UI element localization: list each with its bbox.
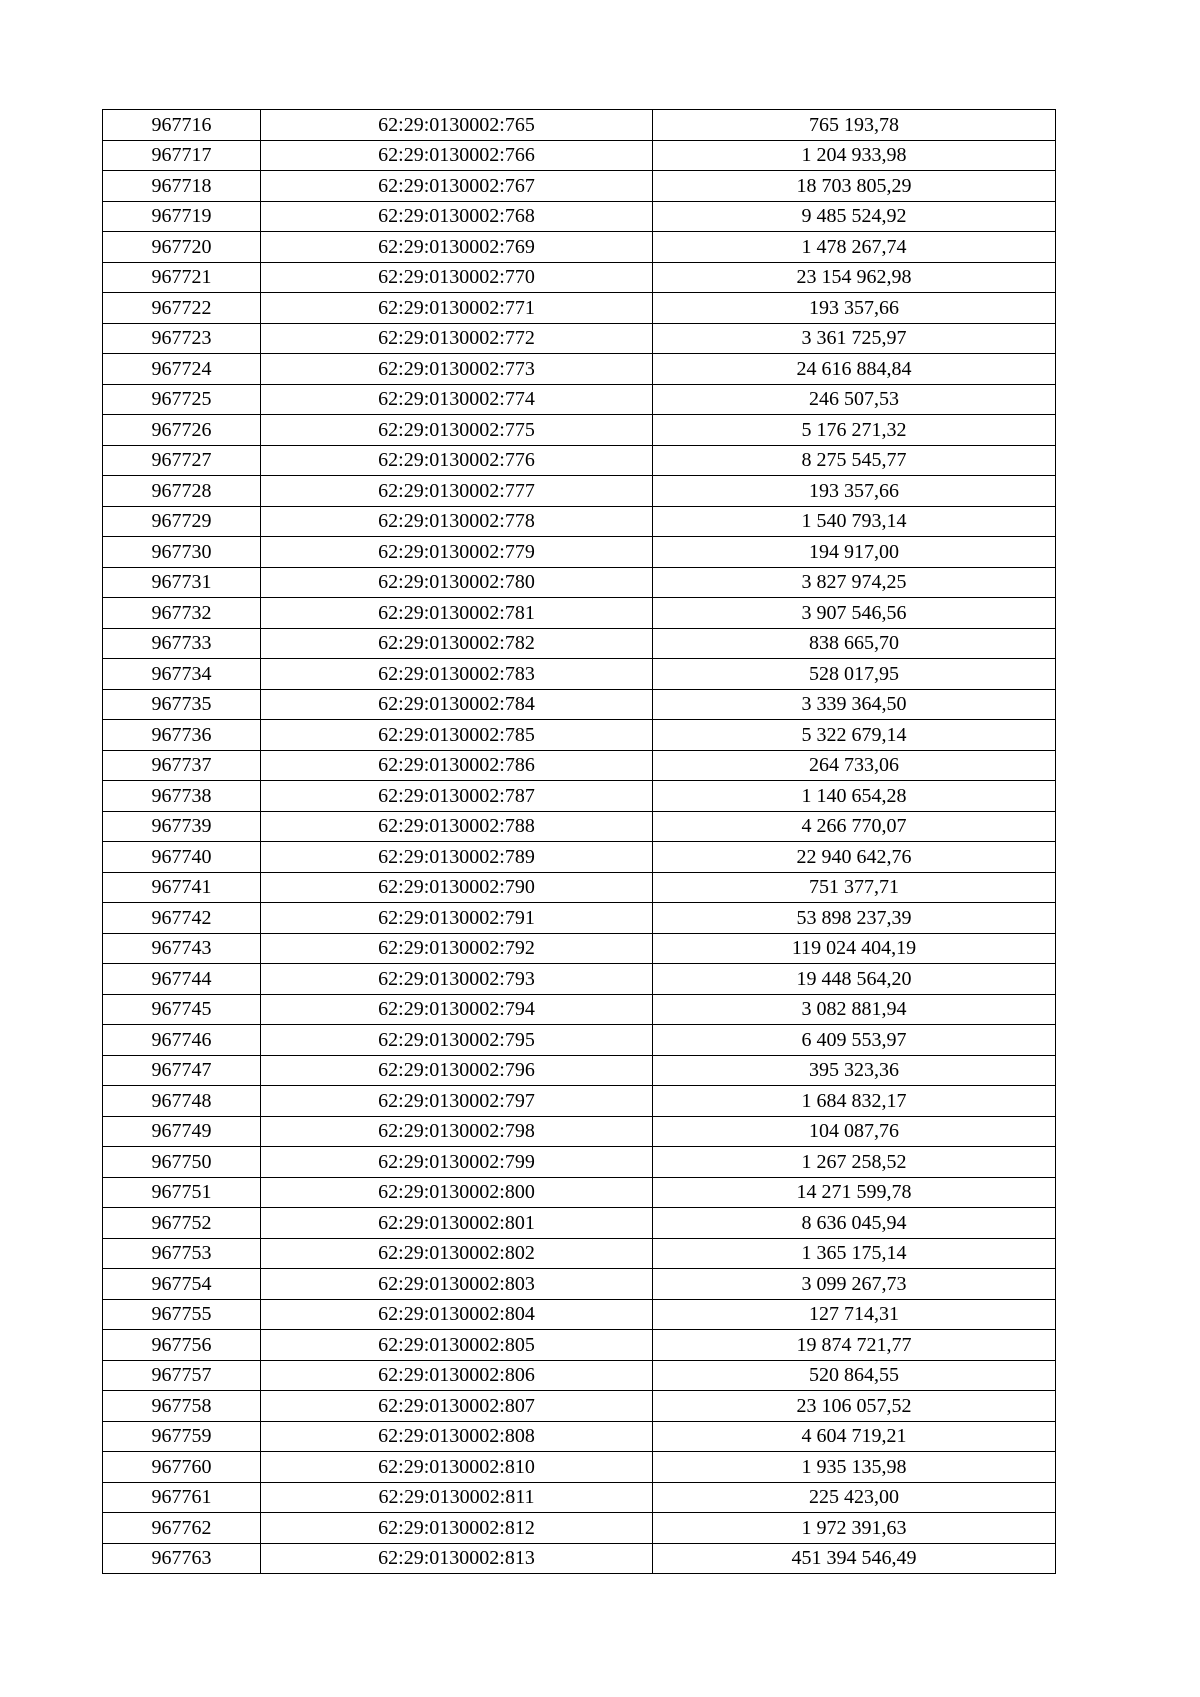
table-row [103,476,1056,507]
cadastral-number-cell: 62:29:0130002:775 [261,415,653,446]
table-row [103,537,1056,568]
table-row [103,323,1056,354]
table-row [103,1269,1056,1300]
value-cell: 225 423,00 [653,1482,1056,1513]
table-row [103,628,1056,659]
cadastral-number-cell: 62:29:0130002:790 [261,872,653,903]
value-cell: 3 907 546,56 [653,598,1056,629]
cadastral-number-cell: 62:29:0130002:812 [261,1513,653,1544]
value-cell: 1 478 267,74 [653,232,1056,263]
row-id-cell: 967719 [103,201,261,232]
row-id-cell: 967740 [103,842,261,873]
table-row [103,1543,1056,1574]
cadastral-number-cell: 62:29:0130002:787 [261,781,653,812]
cadastral-number-cell: 62:29:0130002:803 [261,1269,653,1300]
row-id-cell: 967737 [103,750,261,781]
cadastral-number-cell: 62:29:0130002:778 [261,506,653,537]
value-cell: 19 448 564,20 [653,964,1056,995]
value-cell: 246 507,53 [653,384,1056,415]
cadastral-number-cell: 62:29:0130002:777 [261,476,653,507]
row-id-cell: 967761 [103,1482,261,1513]
value-cell: 1 140 654,28 [653,781,1056,812]
cadastral-number-cell: 62:29:0130002:813 [261,1543,653,1574]
cadastral-number-cell: 62:29:0130002:779 [261,537,653,568]
value-cell: 1 204 933,98 [653,140,1056,171]
value-cell: 4 266 770,07 [653,811,1056,842]
value-cell: 751 377,71 [653,872,1056,903]
table-row [103,1238,1056,1269]
table-row [103,1360,1056,1391]
value-cell: 23 154 962,98 [653,262,1056,293]
row-id-cell: 967748 [103,1086,261,1117]
row-id-cell: 967763 [103,1543,261,1574]
cadastral-number-cell: 62:29:0130002:804 [261,1299,653,1330]
table-row [103,1421,1056,1452]
cadastral-number-cell: 62:29:0130002:773 [261,354,653,385]
cadastral-number-cell: 62:29:0130002:770 [261,262,653,293]
cadastral-number-cell: 62:29:0130002:768 [261,201,653,232]
value-cell: 5 176 271,32 [653,415,1056,446]
value-cell: 53 898 237,39 [653,903,1056,934]
row-id-cell: 967762 [103,1513,261,1544]
row-id-cell: 967729 [103,506,261,537]
value-cell: 119 024 404,19 [653,933,1056,964]
value-cell: 3 099 267,73 [653,1269,1056,1300]
row-id-cell: 967728 [103,476,261,507]
cadastral-number-cell: 62:29:0130002:797 [261,1086,653,1117]
value-cell: 14 271 599,78 [653,1177,1056,1208]
table-row [103,781,1056,812]
table-row [103,1086,1056,1117]
row-id-cell: 967747 [103,1055,261,1086]
row-id-cell: 967735 [103,689,261,720]
table-row [103,171,1056,202]
cadastral-number-cell: 62:29:0130002:781 [261,598,653,629]
table-row [103,720,1056,751]
value-cell: 395 323,36 [653,1055,1056,1086]
row-id-cell: 967744 [103,964,261,995]
value-cell: 520 864,55 [653,1360,1056,1391]
table-row [103,1391,1056,1422]
value-cell: 5 322 679,14 [653,720,1056,751]
value-cell: 104 087,76 [653,1116,1056,1147]
table-row [103,689,1056,720]
row-id-cell: 967746 [103,1025,261,1056]
table-row [103,659,1056,690]
cadastral-number-cell: 62:29:0130002:798 [261,1116,653,1147]
row-id-cell: 967754 [103,1269,261,1300]
table-row [103,567,1056,598]
value-cell: 1 267 258,52 [653,1147,1056,1178]
row-id-cell: 967739 [103,811,261,842]
row-id-cell: 967751 [103,1177,261,1208]
row-id-cell: 967727 [103,445,261,476]
cadastral-number-cell: 62:29:0130002:789 [261,842,653,873]
row-id-cell: 967753 [103,1238,261,1269]
value-cell: 8 275 545,77 [653,445,1056,476]
value-cell: 528 017,95 [653,659,1056,690]
value-cell: 1 540 793,14 [653,506,1056,537]
value-cell: 3 082 881,94 [653,994,1056,1025]
value-cell: 3 339 364,50 [653,689,1056,720]
row-id-cell: 967730 [103,537,261,568]
value-cell: 1 972 391,63 [653,1513,1056,1544]
cadastral-number-cell: 62:29:0130002:806 [261,1360,653,1391]
value-cell: 8 636 045,94 [653,1208,1056,1239]
table-row [103,140,1056,171]
cadastral-number-cell: 62:29:0130002:791 [261,903,653,934]
cadastral-value-table [102,109,1056,1574]
cadastral-number-cell: 62:29:0130002:765 [261,110,653,141]
cadastral-number-cell: 62:29:0130002:767 [261,171,653,202]
cadastral-number-cell: 62:29:0130002:793 [261,964,653,995]
row-id-cell: 967723 [103,323,261,354]
row-id-cell: 967741 [103,872,261,903]
cadastral-number-cell: 62:29:0130002:766 [261,140,653,171]
table-row [103,842,1056,873]
row-id-cell: 967742 [103,903,261,934]
row-id-cell: 967755 [103,1299,261,1330]
cadastral-number-cell: 62:29:0130002:792 [261,933,653,964]
value-cell: 9 485 524,92 [653,201,1056,232]
table-row [103,1147,1056,1178]
cadastral-number-cell: 62:29:0130002:811 [261,1482,653,1513]
value-cell: 1 365 175,14 [653,1238,1056,1269]
value-cell: 838 665,70 [653,628,1056,659]
cadastral-number-cell: 62:29:0130002:794 [261,994,653,1025]
cadastral-number-cell: 62:29:0130002:796 [261,1055,653,1086]
row-id-cell: 967749 [103,1116,261,1147]
value-cell: 4 604 719,21 [653,1421,1056,1452]
table-row [103,445,1056,476]
table-row [103,1177,1056,1208]
value-cell: 1 935 135,98 [653,1452,1056,1483]
value-cell: 3 361 725,97 [653,323,1056,354]
cadastral-number-cell: 62:29:0130002:801 [261,1208,653,1239]
cadastral-number-cell: 62:29:0130002:769 [261,232,653,263]
table-row [103,1330,1056,1361]
row-id-cell: 967725 [103,384,261,415]
cadastral-number-cell: 62:29:0130002:805 [261,1330,653,1361]
cadastral-number-cell: 62:29:0130002:810 [261,1452,653,1483]
table-row [103,293,1056,324]
table-row [103,903,1056,934]
cadastral-number-cell: 62:29:0130002:802 [261,1238,653,1269]
value-cell: 765 193,78 [653,110,1056,141]
cadastral-number-cell: 62:29:0130002:808 [261,1421,653,1452]
table-body [103,110,1056,1574]
row-id-cell: 967759 [103,1421,261,1452]
table-row [103,964,1056,995]
value-cell: 22 940 642,76 [653,842,1056,873]
cadastral-number-cell: 62:29:0130002:783 [261,659,653,690]
value-cell: 193 357,66 [653,476,1056,507]
value-cell: 1 684 832,17 [653,1086,1056,1117]
cadastral-number-cell: 62:29:0130002:771 [261,293,653,324]
cadastral-number-cell: 62:29:0130002:782 [261,628,653,659]
cadastral-number-cell: 62:29:0130002:772 [261,323,653,354]
table-row [103,506,1056,537]
value-cell: 3 827 974,25 [653,567,1056,598]
value-cell: 24 616 884,84 [653,354,1056,385]
row-id-cell: 967724 [103,354,261,385]
row-id-cell: 967720 [103,232,261,263]
table-row [103,872,1056,903]
row-id-cell: 967731 [103,567,261,598]
table-row [103,933,1056,964]
value-cell: 18 703 805,29 [653,171,1056,202]
value-cell: 264 733,06 [653,750,1056,781]
row-id-cell: 967743 [103,933,261,964]
row-id-cell: 967745 [103,994,261,1025]
table-row [103,110,1056,141]
cadastral-number-cell: 62:29:0130002:776 [261,445,653,476]
cadastral-number-cell: 62:29:0130002:807 [261,1391,653,1422]
row-id-cell: 967722 [103,293,261,324]
value-cell: 23 106 057,52 [653,1391,1056,1422]
table-row [103,1055,1056,1086]
cadastral-number-cell: 62:29:0130002:799 [261,1147,653,1178]
row-id-cell: 967721 [103,262,261,293]
table-row [103,811,1056,842]
row-id-cell: 967736 [103,720,261,751]
row-id-cell: 967752 [103,1208,261,1239]
row-id-cell: 967760 [103,1452,261,1483]
table-row [103,415,1056,446]
cadastral-number-cell: 62:29:0130002:774 [261,384,653,415]
table-row [103,384,1056,415]
cadastral-number-cell: 62:29:0130002:780 [261,567,653,598]
table-row [103,598,1056,629]
row-id-cell: 967757 [103,1360,261,1391]
table-row [103,1299,1056,1330]
value-cell: 451 394 546,49 [653,1543,1056,1574]
row-id-cell: 967734 [103,659,261,690]
table-row [103,201,1056,232]
row-id-cell: 967733 [103,628,261,659]
row-id-cell: 967750 [103,1147,261,1178]
table-row [103,994,1056,1025]
value-cell: 194 917,00 [653,537,1056,568]
cadastral-number-cell: 62:29:0130002:800 [261,1177,653,1208]
table-row [103,1025,1056,1056]
table-row [103,1116,1056,1147]
row-id-cell: 967738 [103,781,261,812]
table-row [103,1208,1056,1239]
row-id-cell: 967732 [103,598,261,629]
table-row [103,354,1056,385]
table-row [103,262,1056,293]
cadastral-number-cell: 62:29:0130002:795 [261,1025,653,1056]
cadastral-number-cell: 62:29:0130002:785 [261,720,653,751]
row-id-cell: 967756 [103,1330,261,1361]
row-id-cell: 967758 [103,1391,261,1422]
value-cell: 127 714,31 [653,1299,1056,1330]
value-cell: 19 874 721,77 [653,1330,1056,1361]
cadastral-number-cell: 62:29:0130002:784 [261,689,653,720]
row-id-cell: 967718 [103,171,261,202]
row-id-cell: 967726 [103,415,261,446]
value-cell: 6 409 553,97 [653,1025,1056,1056]
table-row [103,232,1056,263]
table-row [103,1452,1056,1483]
cadastral-number-cell: 62:29:0130002:788 [261,811,653,842]
cadastral-number-cell: 62:29:0130002:786 [261,750,653,781]
table-row [103,750,1056,781]
table-row [103,1482,1056,1513]
row-id-cell: 967716 [103,110,261,141]
table-row [103,1513,1056,1544]
row-id-cell: 967717 [103,140,261,171]
value-cell: 193 357,66 [653,293,1056,324]
